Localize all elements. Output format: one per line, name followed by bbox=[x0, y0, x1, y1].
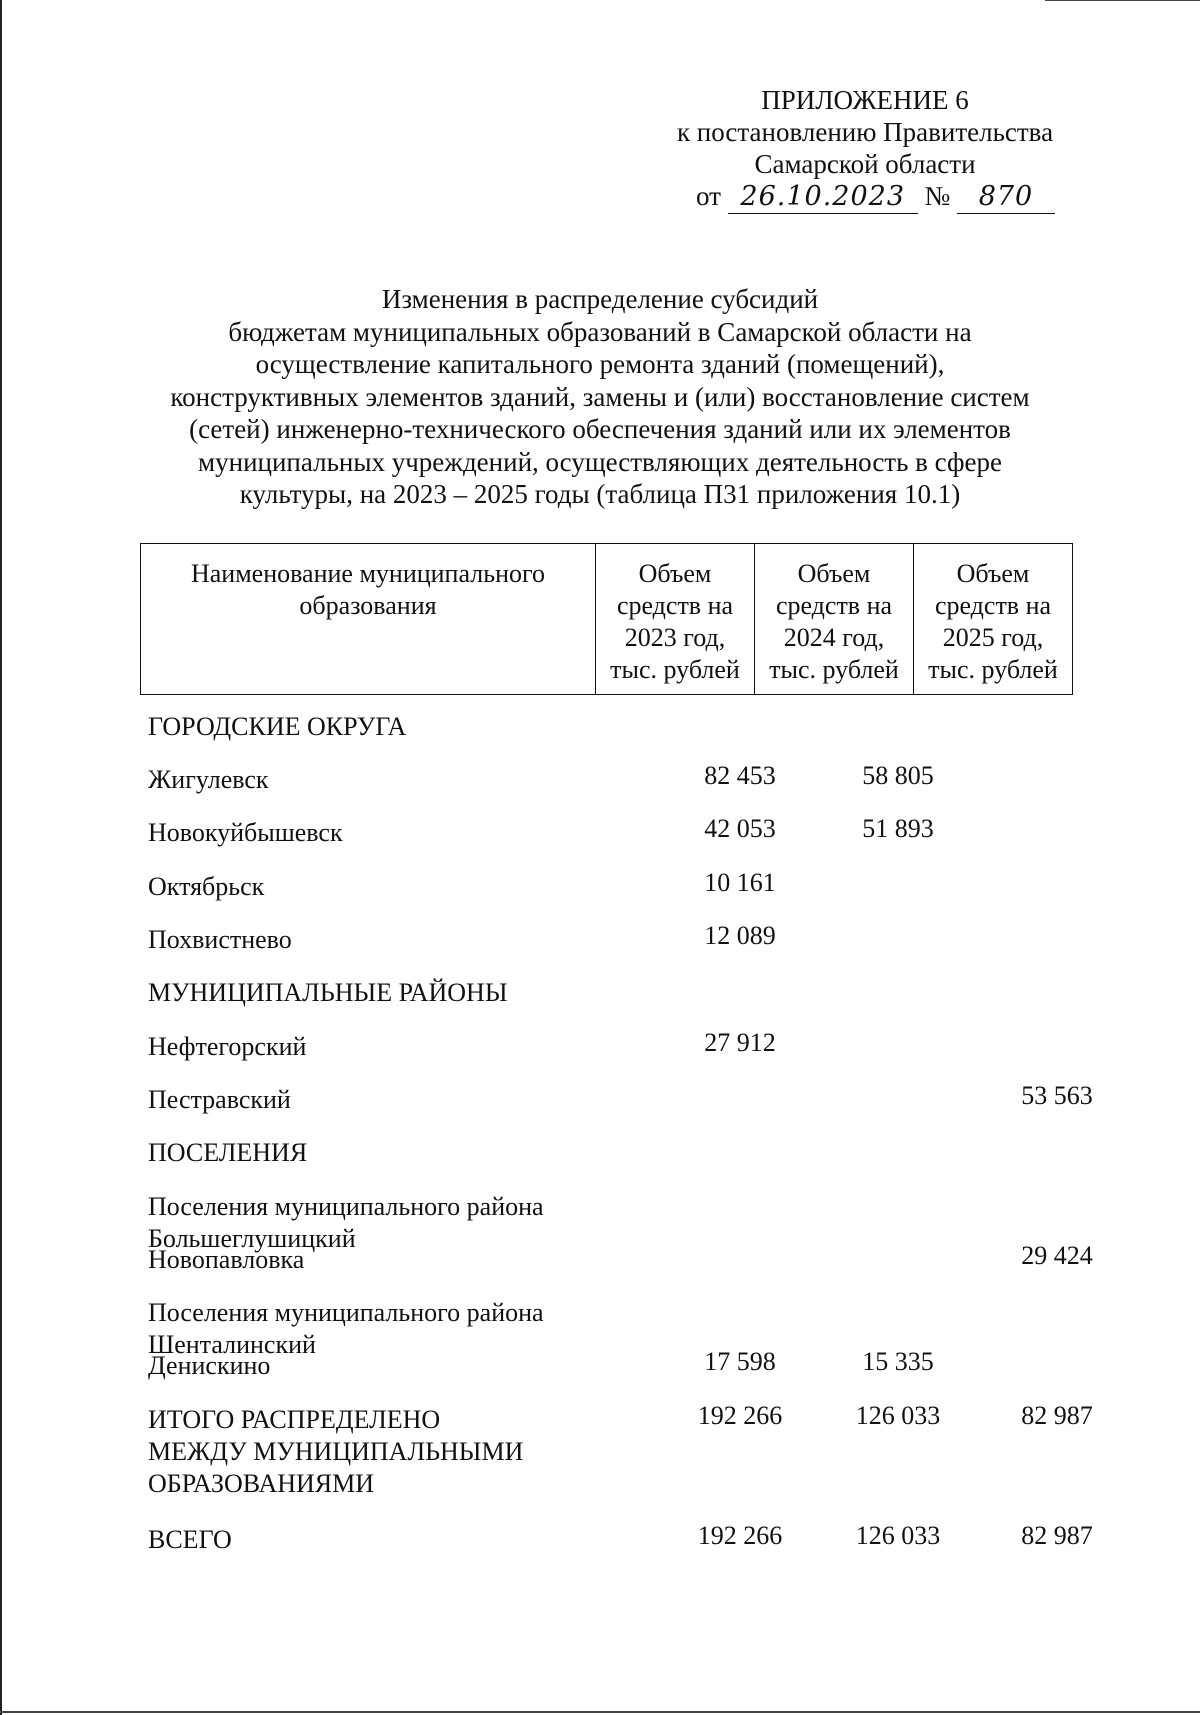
header-text: Объем bbox=[797, 559, 871, 588]
header-text: тыс. рублей bbox=[610, 655, 740, 684]
number-prefix: № bbox=[924, 181, 951, 211]
value-2024: 51 893 bbox=[862, 814, 934, 843]
row-name-line: ОБРАЗОВАНИЯМИ bbox=[148, 1469, 375, 1498]
value-2023: 27 912 bbox=[704, 1028, 776, 1057]
value-2025: 53 563 bbox=[1021, 1081, 1093, 1110]
row-name-line: Денискино bbox=[148, 1351, 271, 1380]
row-values bbox=[148, 1133, 1108, 1165]
row-name-line: Новопавловка bbox=[148, 1245, 305, 1274]
appendix-line-2: Самарской области bbox=[754, 149, 976, 179]
header-text: тыс. рублей bbox=[928, 655, 1058, 684]
title-line: бюджетам муниципальных образований в Самарской области на bbox=[228, 316, 972, 347]
value-2023: 10 161 bbox=[704, 868, 776, 897]
row-name-line: Октябрьск bbox=[148, 872, 265, 901]
row-values bbox=[148, 1187, 1108, 1219]
appendix-line-1: к постановлению Правительства bbox=[676, 117, 1054, 147]
row-name-line: Похвистнево bbox=[148, 925, 292, 954]
title-line: (сетей) инженерно-технического обеспечения зданий или их элементов bbox=[189, 414, 1011, 444]
header-text: 2024 год, bbox=[783, 623, 885, 652]
row-values bbox=[148, 1293, 1108, 1325]
header-text: Объем bbox=[956, 559, 1030, 588]
value-2024: 126 033 bbox=[855, 1401, 941, 1430]
row-name-line: Пестравский bbox=[148, 1085, 291, 1114]
title-line: конструктивных элементов зданий, замены и (или) восстановление систем bbox=[170, 381, 1030, 412]
value-2025: 82 987 bbox=[1021, 1401, 1093, 1430]
date-prefix: от bbox=[696, 181, 721, 211]
row-name-line: Поселения муниципального района Большеглушицкий bbox=[148, 1192, 544, 1253]
row-name-line: ПОСЕЛЕНИЯ bbox=[148, 1138, 308, 1167]
header-text: образования bbox=[299, 591, 437, 620]
row-values bbox=[148, 1027, 1108, 1059]
value-2023: 42 053 bbox=[704, 814, 776, 843]
row-name-line: Поселения муниципального района Шенталинский bbox=[148, 1298, 544, 1359]
handwritten-date: 26.10.2023 bbox=[728, 181, 918, 214]
header-text: средств на bbox=[616, 591, 734, 620]
value-2023: 82 453 bbox=[704, 761, 776, 790]
header-text: средств на bbox=[934, 591, 1052, 620]
title-line: осуществление капитального ремонта зданий (помещений), bbox=[255, 349, 945, 379]
value-2024: 15 335 bbox=[862, 1347, 934, 1376]
row-values bbox=[148, 1240, 1108, 1272]
header-text: Наименование муниципального bbox=[190, 559, 546, 588]
row-name-line: Жигулевск bbox=[148, 765, 269, 794]
value-2024: 126 033 bbox=[855, 1521, 941, 1550]
title-line: культуры, на 2023 – 2025 годы (таблица П31 приложения 10.1) bbox=[239, 479, 961, 509]
appendix-title: ПРИЛОЖЕНИЕ 6 bbox=[761, 85, 969, 115]
row-values bbox=[148, 1346, 1108, 1378]
header-text: 2023 год, bbox=[624, 623, 726, 652]
handwritten-number: 870 bbox=[957, 181, 1055, 214]
title-line: муниципальных учреждений, осуществляющих деятельность в сфере bbox=[198, 446, 1002, 477]
row-name-line: ИТОГО РАСПРЕДЕЛЕНО bbox=[148, 1405, 441, 1434]
value-2025: 82 987 bbox=[1021, 1521, 1093, 1550]
row-name-line: Нефтегорский bbox=[148, 1032, 307, 1061]
row-values bbox=[148, 707, 1108, 739]
row-values bbox=[148, 973, 1108, 1005]
value-2023: 12 089 bbox=[704, 921, 776, 950]
value-2023: 192 266 bbox=[697, 1521, 783, 1550]
row-name-line: ВСЕГО bbox=[148, 1525, 232, 1554]
value-2025: 29 424 bbox=[1021, 1241, 1093, 1270]
row-values bbox=[148, 867, 1108, 899]
header-text: 2025 год, bbox=[942, 623, 1044, 652]
row-values bbox=[148, 920, 1108, 952]
value-2023: 192 266 bbox=[697, 1401, 783, 1430]
row-values bbox=[148, 1400, 1108, 1432]
row-values bbox=[148, 1520, 1108, 1552]
value-2023: 17 598 bbox=[704, 1347, 776, 1376]
header-text: средств на bbox=[775, 591, 893, 620]
header-text: Объем bbox=[638, 559, 712, 588]
row-name-line: МЕЖДУ МУНИЦИПАЛЬНЫМИ bbox=[148, 1437, 524, 1466]
row-values bbox=[148, 760, 1108, 792]
header-text: тыс. рублей bbox=[769, 655, 899, 684]
row-name-line: ГОРОДСКИЕ ОКРУГА bbox=[148, 712, 407, 741]
value-2024: 58 805 bbox=[862, 761, 934, 790]
row-values bbox=[148, 1080, 1108, 1112]
row-name-line: Новокуйбышевск bbox=[148, 818, 343, 847]
title-line: Изменения в распределение субсидий bbox=[381, 284, 819, 314]
row-values bbox=[148, 813, 1108, 845]
row-name-line: МУНИЦИПАЛЬНЫЕ РАЙОНЫ bbox=[148, 978, 508, 1007]
